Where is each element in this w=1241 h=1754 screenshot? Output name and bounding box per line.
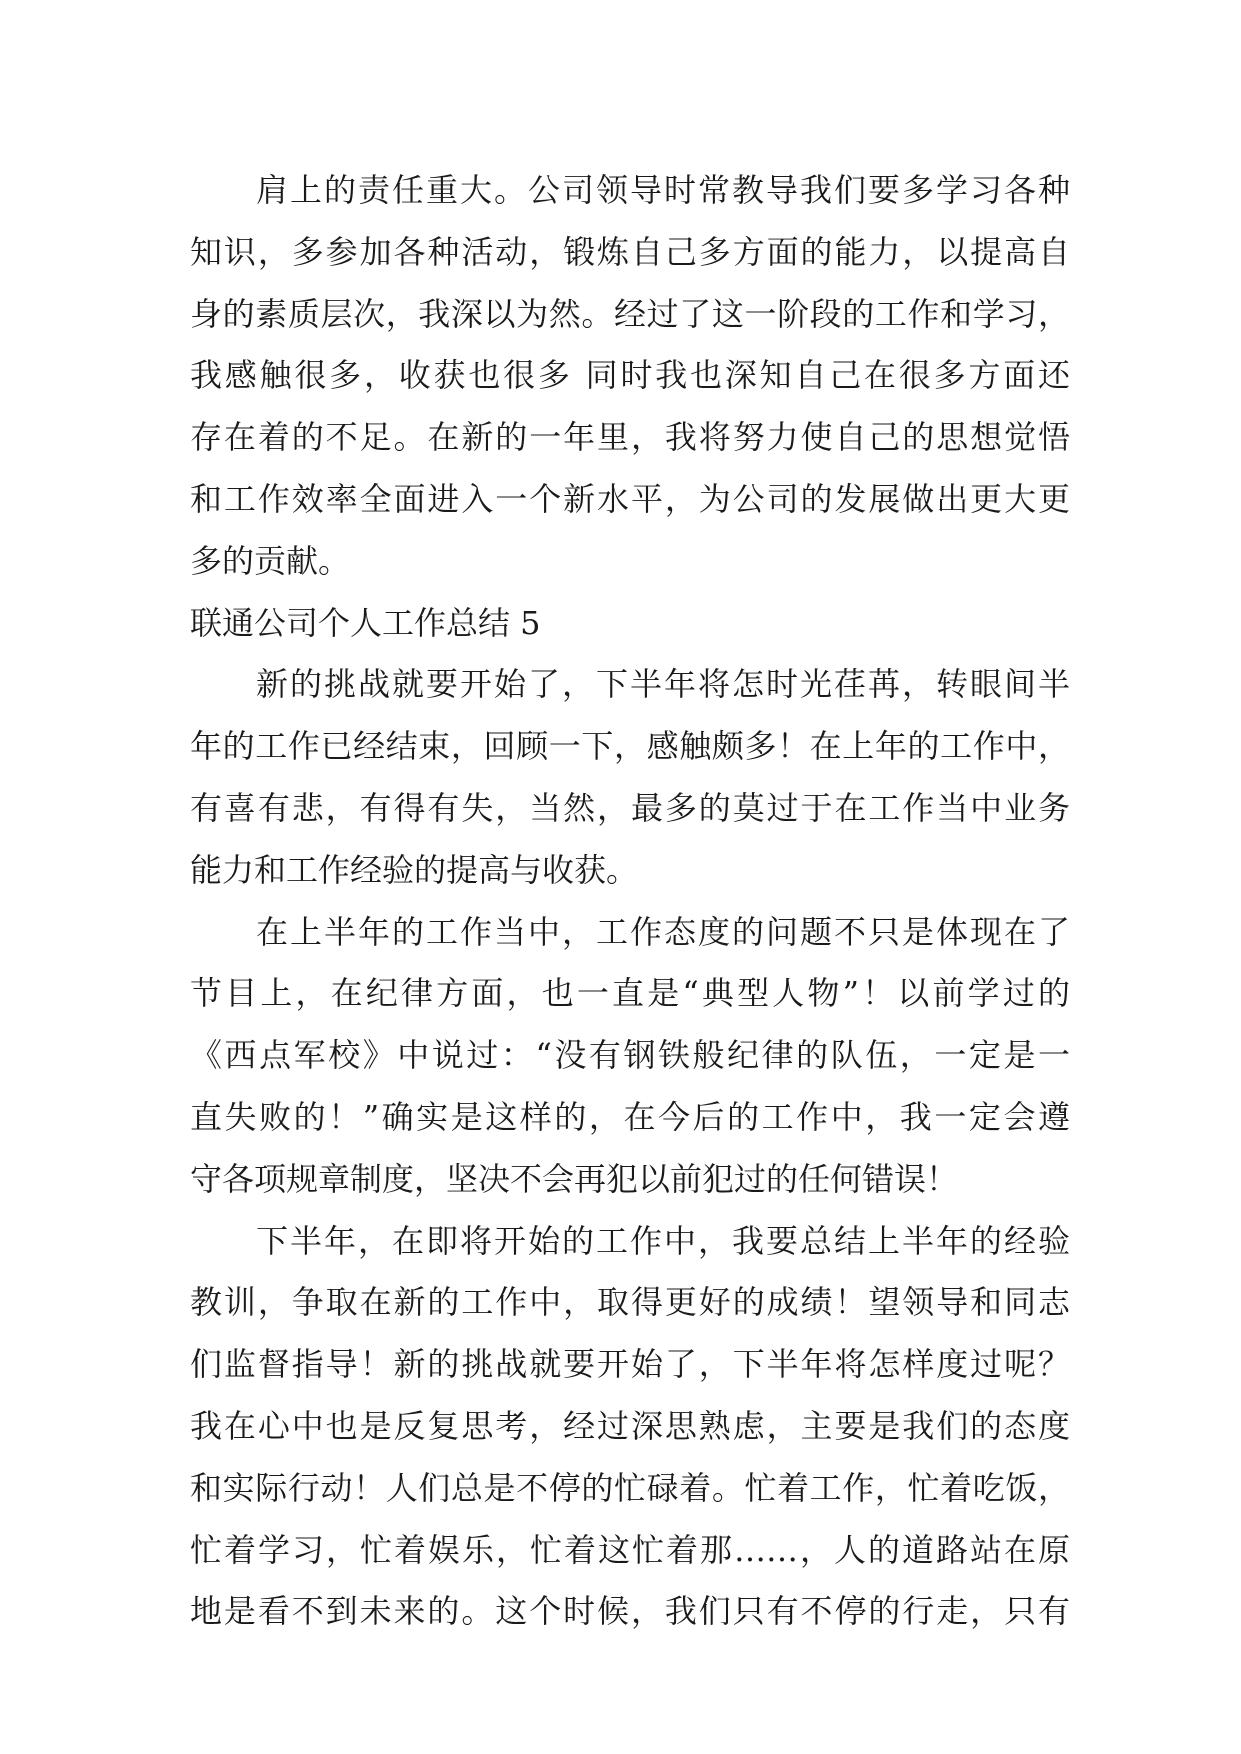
text-line: 多的贡献。 (190, 541, 351, 580)
text-line: 直失败的！”确实是这样的，在今后的工作中，我一定会遵 (190, 1097, 1070, 1136)
text-line: 们监督指导！新的挑战就要开始了，下半年将怎样度过呢？ (190, 1345, 1070, 1384)
section-heading: 联通公司个人工作总结 5 (190, 603, 541, 642)
document-body (190, 160, 1070, 1643)
text-line: 《西点军校》中说过：“没有钢铁般纪律的队伍，一定是一 (190, 1036, 1070, 1075)
text-line: 教训，争取在新的工作中，取得更好的成绩！望领导和同志 (190, 1283, 1070, 1322)
text-line: 和工作效率全面进入一个新水平，为公司的发展做出更大更 (190, 479, 1070, 518)
text-line: 地是看不到未来的。这个时候，我们只有不停的行走，只有 (190, 1592, 1070, 1631)
text-line: 能力和工作经验的提高与收获。 (190, 850, 639, 889)
text-line: 肩上的责任重大。公司领导时常教导我们要多学习各种 (256, 171, 1070, 209)
text-line: 我在心中也是反复思考，经过深思熟虑，主要是我们的态度 (190, 1406, 1070, 1445)
text-line: 有喜有悲，有得有失，当然，最多的莫过于在工作当中业务 (190, 788, 1070, 827)
text-line: 身的素质层次，我深以为然。经过了这一阶段的工作和学习， (190, 294, 1070, 333)
text-line: 存在着的不足。在新的一年里，我将努力使自己的思想觉悟 (190, 418, 1070, 457)
text-line: 忙着学习，忙着娱乐，忙着这忙着那……，人的道路站在原 (190, 1530, 1070, 1569)
text-line: 节目上，在纪律方面，也一直是“典型人物”！以前学过的 (190, 974, 1070, 1013)
text-line: 下半年，在即将开始的工作中，我要总结上半年的经验 (256, 1221, 1070, 1260)
text-line: 和实际行动！人们总是不停的忙碌着。忙着工作，忙着吃饭， (190, 1468, 1070, 1507)
text-line: 在上半年的工作当中，工作态度的问题不只是体现在了 (256, 912, 1070, 951)
text-line: 我感触很多，收获也很多 同时我也深知自己在很多方面还 (190, 356, 1070, 395)
text-line: 年的工作已经结束，回顾一下，感触颇多！在上年的工作中， (190, 727, 1070, 766)
text-line: 守各项规章制度，坚决不会再犯以前犯过的任何错误！ (190, 1159, 959, 1198)
text-line: 新的挑战就要开始了，下半年将怎时光荏苒，转眼间半 (256, 665, 1070, 704)
text-line: 知识，多参加各种活动，锻炼自己多方面的能力，以提高自 (190, 232, 1070, 271)
